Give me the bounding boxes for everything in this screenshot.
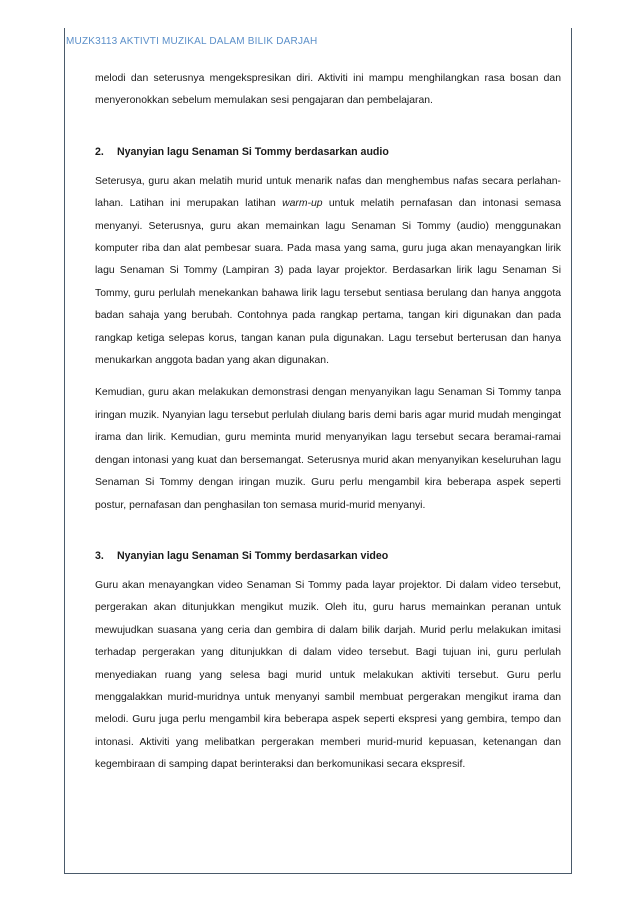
section-3-heading bbox=[95, 545, 561, 567]
page-body bbox=[95, 68, 561, 777]
section-3-number: 3. bbox=[95, 549, 104, 562]
running-header: MUZK3113 AKTIVTI MUZIKAL DALAM BILIK DARJAH bbox=[66, 36, 318, 47]
section-3-title: Nyanyian lagu Senaman Si Tommy berdasarkan video bbox=[117, 549, 389, 562]
intro-paragraph: melodi dan seterusnya mengekspresikan diri. Aktiviti ini mampu menghilangkan rasa bosan dan menyeronokkan sebelum memulakan sesi pengajaran dan pembelajaran. bbox=[95, 73, 561, 107]
section-2-title: Nyanyian lagu Senaman Si Tommy berdasarkan audio bbox=[117, 145, 389, 158]
section-2-number: 2. bbox=[95, 145, 104, 158]
section-2-heading bbox=[95, 141, 561, 163]
section-2-paragraph-1 bbox=[95, 171, 561, 373]
section-3-paragraph-1: Guru akan menayangkan video Senaman Si Tommy pada layar projektor. Di dalam video tersebut, pergerakan akan ditunjukkan mengikut muzik. Oleh itu, guru harus memainkan peranan untuk mewujudkan suasana yang ceria dan gembira di dalam bilik darjah. Murid perlu melakukan imitasi terhadap pergerakan yang ditunjukkan di dalam video tersebut. Bagi tujuan ini, guru perlulah menyediakan ruang yang selesa bagi murid untuk melakukan aktiviti tersebut. Guru perlu menggalakkan murid-muridnya untuk menyanyi sambil membuat pergerakan mengikut irama dan melodi. Guru juga perlu mengambil kira beberapa aspek seperti ekspresi yang gembira, tempo dan intonasi. Aktiviti yang melibatkan pergerakan memberi murid-murid kepuasan, ketenangan dan kegembiraan di samping dapat berinteraksi dan berkomunikasi secara ekspresif. bbox=[95, 579, 561, 771]
section-2-p1-text-a: Seterusya, guru akan melatih murid untuk menarik nafas dan menghembus nafas secara perlahan-lahan. Latihan ini merupakan latihan bbox=[95, 175, 561, 210]
section-2-p1-italic: warm-up bbox=[282, 198, 323, 210]
section-2-paragraph-2: Kemudian, guru akan melakukan demonstrasi dengan menyanyikan lagu Senaman Si Tommy tanpa iringan muzik. Nyanyian lagu tersebut perlulah diulang baris demi baris agar murid mudah mengingat irama dan lirik. Kemudian, guru meminta murid menyanyikan lagu tersebut secara beramai-ramai dengan intonasi yang kuat dan bersemangat. Seterusnya murid akan menyanyikan keseluruhan lagu Senaman Si Tommy dengan iringan muzik. Guru perlu mengambil kira beberapa aspek seperti postur, pernafasan dan penghasilan ton semasa murid-murid menyanyi. bbox=[95, 387, 561, 511]
section-2-p1-text-b: untuk melatih pernafasan dan intonasi semasa menyanyi. Seterusnya, guru akan memainkan lagu Senaman Si Tommy (audio) menggunakan komputer riba dan alat pembesar suara. Pada masa yang sama, guru juga akan menayangkan lirik lagu Senaman Si Tommy (Lampiran 3) pada layar projektor. Berdasarkan lirik lagu Senaman Si Tommy, guru perlulah menekankan bahawa lirik lagu tersebut sentiasa berulang dan hanya anggota badan sahaja yang berubah. Contohnya pada rangkap pertama, tangan kiri digunakan dan pada rangkap ketiga selepas korus, tangan kanan pula digunakan. Lagu tersebut berterusan dan hanya menukarkan anggota badan yang akan digunakan. bbox=[95, 198, 561, 367]
